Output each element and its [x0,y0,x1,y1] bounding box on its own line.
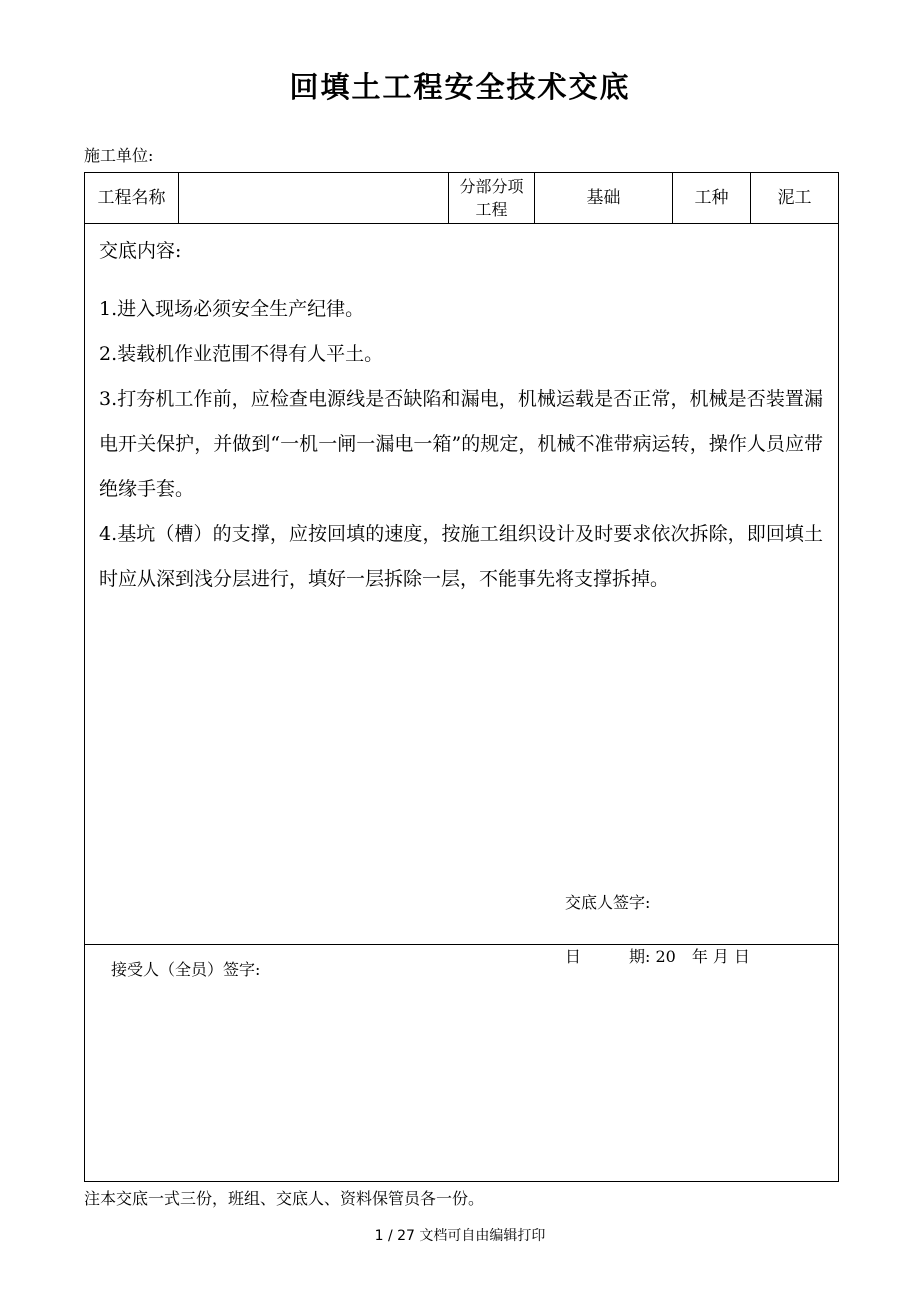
content-paragraph: 1.进入现场必须安全生产纪律。 [99,298,365,320]
distribution-note: 注本交底一式三份，班组、交底人、资料保管员各一份。 [84,1189,485,1208]
project-name-label-cell: 工程名称 [85,173,179,224]
subitem-project-value-cell[interactable]: 基础 [535,173,673,224]
receiver-signature-inner [85,945,838,1181]
receiver-signature-cell[interactable] [85,945,839,1182]
construction-unit-label: 施工单位: [84,146,154,165]
worktype-label-cell: 工种 [673,173,751,224]
subitem-label-line2: 工程 [475,200,508,219]
page-footer: 1 / 27 文档可自由编辑打印 [374,1228,546,1244]
subitem-label-line1: 分部分项 [459,177,524,196]
content-heading: 交底内容: [99,240,182,262]
content-paragraph: 2.装载机作业范围不得有人平土。 [99,343,384,365]
disclosure-date-label[interactable]: 日 期: 20 年 月 日 [565,947,751,966]
content-paragraph: 3.打夯机工作前，应检查电源线是否缺陷和漏电，机械运载是否正常，机械是否装置漏电开关保护，并做到“一机一闸一漏电一箱”的规定，机械不准带病运转，操作人员应带绝缘手套。 [99,388,823,500]
disclosure-content-inner [85,224,838,966]
table-row-content [85,224,839,945]
subitem-project-label-cell [449,173,535,224]
disclosure-content-cell[interactable] [85,224,839,966]
table-row-project-info [85,173,839,224]
content-paragraph-list [99,287,823,602]
worktype-value-cell[interactable]: 泥工 [751,173,839,224]
project-name-value-cell[interactable] [179,173,449,224]
discloser-signature-label[interactable]: 交底人签字: [565,893,651,912]
technical-disclosure-table [84,172,839,1182]
page-title: 回填土工程安全技术交底 [289,70,631,104]
table-row-receiver [85,945,839,1182]
receiver-signature-label: 接受人（全员）签字: [111,960,261,979]
content-paragraph: 4.基坑（槽）的支撑，应按回填的速度，按施工组织设计及时要求依次拆除，即回填土时应从深到浅分层进行，填好一层拆除一层，不能事先将支撑拆掉。 [99,523,823,590]
